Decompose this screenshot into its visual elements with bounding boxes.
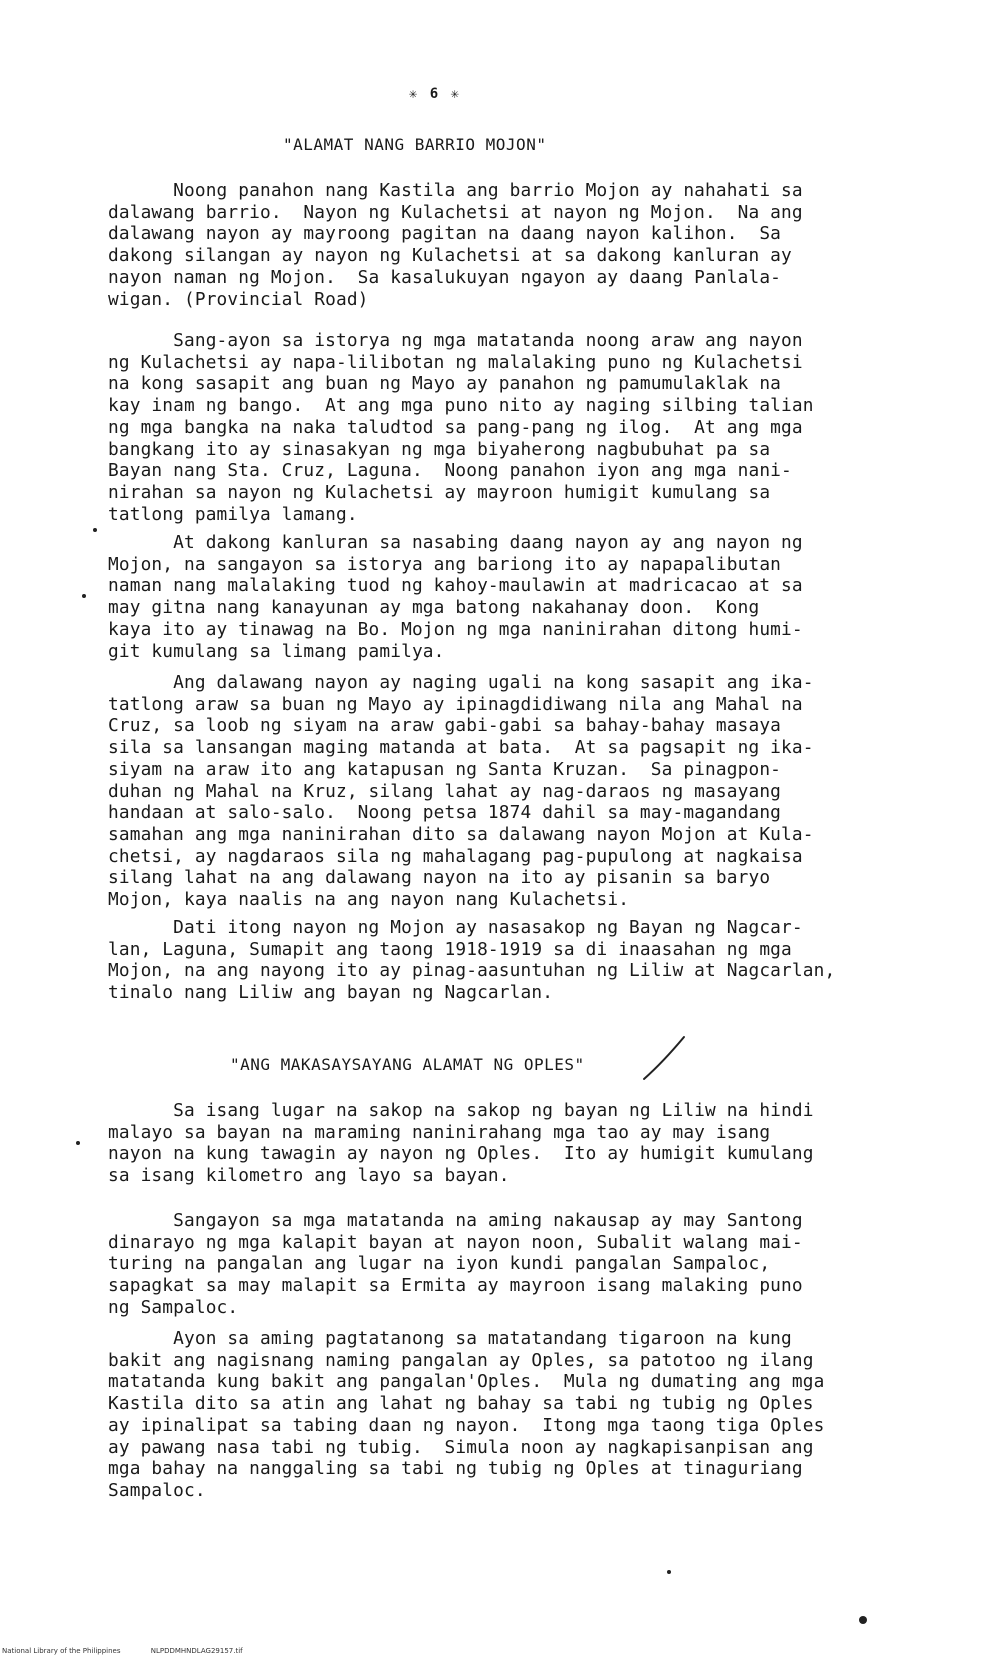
scan-speck (667, 1570, 671, 1574)
section1-paragraph-5: Dati itong nayon ng Mojon ay nasasakop ng Bayan ng Nagcar- lan, Laguna, Sumapit ang taong 1918-1919 sa di inaasahan ng mga Mojon, na ang nayong ito ay pinag-aasuntuhan ng Liliw at Nagcarlan, tinalo nang Liliw ang bayan ng Nagcarlan. (108, 917, 836, 1004)
footer-file-id: NLPDDMHNDLAG29157.tif (150, 1647, 243, 1655)
section1-paragraph-4: Ang dalawang nayon ay naging ugali na kong sasapit ang ika- tatlong araw sa buan ng Mayo ay ipinagdidiwang nila ang Mahal na Cruz, sa loob ng siyam na araw gabi-gabi sa bahay-bahay masaya sila sa lansangan maging matanda at bata. At sa pagsapit ng ika- siyam na araw ito ang katapusan ng Santa Kruzan. Sa pinagpon- duhan ng Mahal na Kruz, silang lahat ay nag-daraos ng masayang handaan at salo-salo. Noong petsa 1874 dahil sa may-magandang samahan ang mga naninirahan dito sa dalawang nayon Mojon at Kula- chetsi, ay nagdaraos sila ng mahalagang pag-pupulong at nagkaisa silang lahat na ang dalawang nayon na ito ay pisanin sa baryo Mojon, kaya naalis na ang nayon nang Kulachetsi. (108, 672, 814, 911)
scan-footer (2, 1647, 271, 1655)
scan-speck (76, 1141, 80, 1145)
page-number-mark: ✳ 6 ✳ (408, 86, 462, 102)
section2-title: "ANG MAKASAYSAYANG ALAMAT NG OPLES" (230, 1055, 585, 1074)
section1-paragraph-3: At dakong kanluran sa nasabing daang nayon ay ang nayon ng Mojon, na sangayon sa istorya ang bariong ito ay napapalibutan naman nang malalaking tuod ng kahoy-maulawin at madricacao at sa may gitna nang kanayunan ay mga batong nakahanay doon. Kong kaya ito ay tinawag na Bo. Mojon ng mga naninirahan ditong humi- git kumulang sa limang pamilya. (108, 532, 803, 662)
footer-library-name: National Library of the Philippines (2, 1647, 121, 1655)
section2-paragraph-3: Ayon sa aming pagtatanong sa matatandang tigaroon na kung bakit ang nagisnang naming pangalan ay Oples, sa patotoo ng ilang matatanda kung bakit ang pangalan'Oples. Mula ng dumating ang mga Kastila dito sa atin ang lahat ng bahay sa tabi ng tubig ng Oples ay ipinalipat sa tabing daan ng nayon. Itong mga taong tiga Oples ay pawang nasa tabi ng tubig. Simula noon ay nagkapisanpisan ang mga bahay na nanggaling sa tabi ng tubig ng Oples at tinaguriang Sampaloc. (108, 1328, 825, 1501)
section2-paragraph-2: Sangayon sa mga matatanda na aming nakausap ay may Santong dinarayo ng mga kalapit bayan at nayon noon, Subalit walang mai- turing na pangalan ang lugar na iyon kundi pangalan Sampaloc, sapagkat sa may malapit sa Ermita ay mayroon isang malaking puno ng Sampaloc. (108, 1210, 803, 1318)
section1-paragraph-1: Noong panahon nang Kastila ang barrio Mojon ay nahahati sa dalawang barrio. Nayon ng Kulachetsi at nayon ng Mojon. Na ang dalawang nayon ay mayroong pagitan na daang nayon kalihon. Sa dakong silangan ay nayon ng Kulachetsi at sa dakong kanluran ay nayon naman ng Mojon. Sa kasalukuyan ngayon ay daang Panlala- wigan. (Provincial Road) (108, 180, 803, 310)
section2-paragraph-1: Sa isang lugar na sakop na sakop ng bayan ng Liliw na hindi malayo sa bayan na maraming naninirahang mga tao ay may isang nayon na kung tawagin ay nayon ng Oples. Ito ay humigit kumulang sa isang kilometro ang layo sa bayan. (108, 1100, 814, 1187)
section1-title: "ALAMAT NANG BARRIO MOJON" (283, 135, 547, 154)
section1-paragraph-2: Sang-ayon sa istorya ng mga matatanda noong araw ang nayon ng Kulachetsi ay napa-lilibotan ng malalaking puno ng Kulachetsi na kong sasapit ang buan ng Mayo ay panahon ng pamumulaklak na kay inam ng bango. At ang mga puno nito ay naging silbing talian ng mga bangka na naka taludtod sa pang-pang ng ilog. At ang mga bangkang ito ay sinasakyan ng mga biyaherong nagbubuhat pa sa Bayan nang Sta. Cruz, Laguna. Noong panahon iyon ang mga nani- nirahan sa nayon ng Kulachetsi ay mayroon humigit kumulang sa tatlong pamilya lamang. (108, 330, 814, 525)
scan-dot (859, 1616, 867, 1624)
scan-speck (82, 594, 86, 598)
handwritten-check-mark (640, 1035, 688, 1081)
scan-speck (93, 528, 97, 532)
